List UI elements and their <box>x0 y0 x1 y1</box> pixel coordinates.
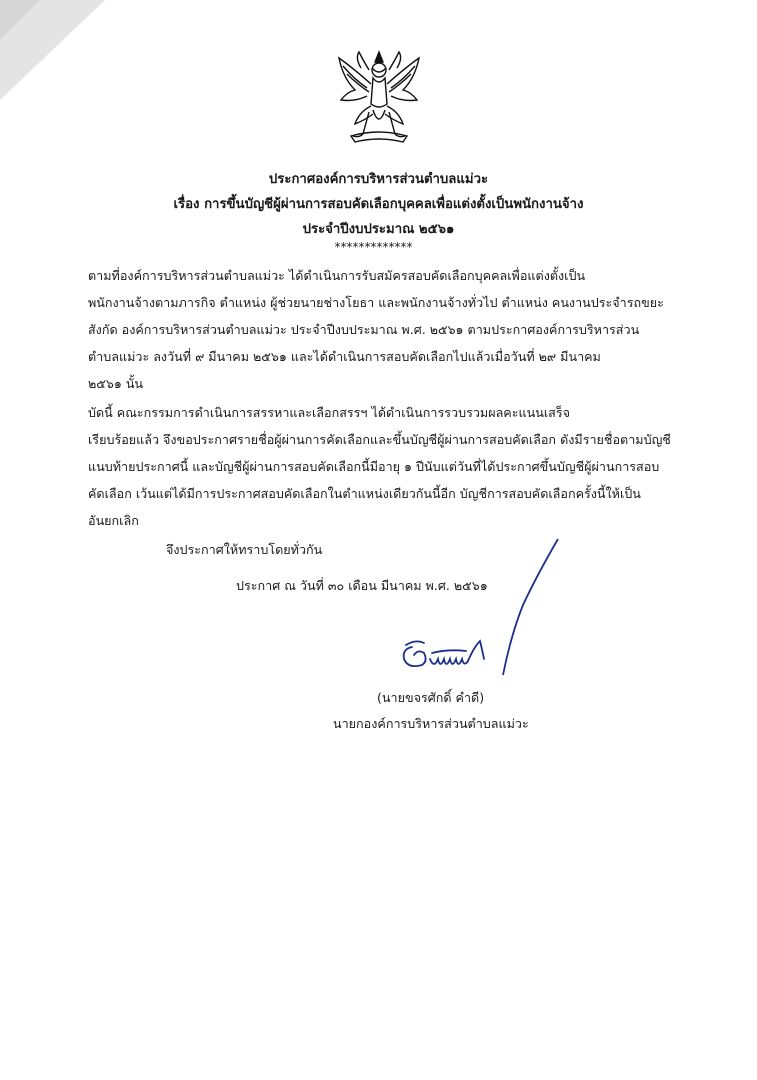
paragraph-1-line: สังกัด องค์การบริหารส่วนตำบลแม่วะ ประจำปีงบประมาณ พ.ศ. ๒๕๖๑ ตามประกาศองค์การบริหารส่วน <box>88 322 640 337</box>
paragraph-2-line: เรียบร้อยแล้ว จึงขอประกาศรายชื่อผู้ผ่านการคัดเลือกและขึ้นบัญชีผู้ผ่านการสอบคัดเลือก ดังมีรายชื่อตามบัญชี <box>88 432 671 447</box>
signer-title: นายกองค์การบริหารส่วนตำบลแม่วะ <box>333 716 529 731</box>
paragraph-2-line: บัดนี้ คณะกรรมการดำเนินการสรรหาและเลือกสรรฯ ได้ดำเนินการรวบรวมผลคะแนนเสร็จ <box>88 405 570 420</box>
fiscal-year-line: ประจำปีงบประมาณ ๒๕๖๑ <box>302 222 455 237</box>
signer-name: (นายขจรศักดิ์ คำดี) <box>377 690 485 705</box>
paragraph-2-line: คัดเลือก เว้นแต่ได้มีการประกาศสอบคัดเลือกในตำแหน่งเดียวกันนี้อีก บัญชีการสอบคัดเลือกครั้งนี้ให้เป็น <box>88 486 641 501</box>
garuda-emblem-icon <box>333 48 425 146</box>
paragraph-1-line: ตำบลแม่วะ ลงวันที่ ๙ มีนาคม ๒๕๖๑ และได้ดำเนินการสอบคัดเลือกไปแล้วเมื่อวันที่ ๒๙ มีนาคม <box>88 349 601 364</box>
paragraph-2-line: แนบท้ายประกาศนี้ และบัญชีผู้ผ่านการสอบคัดเลือกนี้มีอายุ ๑ ปีนับแต่วันที่ได้ประกาศขึ้นบัญชีผู้ผ่านการสอบ <box>88 459 660 474</box>
announcement-subject: เรื่อง การขึ้นบัญชีผู้ผ่านการสอบคัดเลือกบุคคลเพื่อแต่งตั้งเป็นพนักงานจ้าง <box>173 197 584 212</box>
paragraph-1-line: พนักงานจ้างตามภารกิจ ตำแหน่ง ผู้ช่วยนายช่างโยธา และพนักงานจ้างทั่วไป ตำแหน่ง คนงานประจำรถขยะ <box>88 295 664 310</box>
paragraph-2-line: อันยกเลิก <box>88 513 139 528</box>
announcement-title: ประกาศองค์การบริหารส่วนตำบลแม่วะ <box>268 172 489 187</box>
closing-statement: จึงประกาศให้ทราบโดยทั่วกัน <box>166 542 323 557</box>
corner-fold-shadow <box>0 0 110 110</box>
separator-stars: ************* <box>334 240 413 254</box>
paragraph-1-line: ตามที่องค์การบริหารส่วนตำบลแม่วะ ได้ดำเนินการรับสมัครสอบคัดเลือกบุคคลเพื่อแต่งตั้งเป็น <box>88 268 586 283</box>
signature-image <box>398 635 498 680</box>
announcement-date: ประกาศ ณ วันที่ ๓๐ เดือน มีนาคม พ.ศ. ๒๕๖๑ <box>236 578 488 593</box>
paragraph-1-line: ๒๕๖๑ นั้น <box>88 376 144 391</box>
